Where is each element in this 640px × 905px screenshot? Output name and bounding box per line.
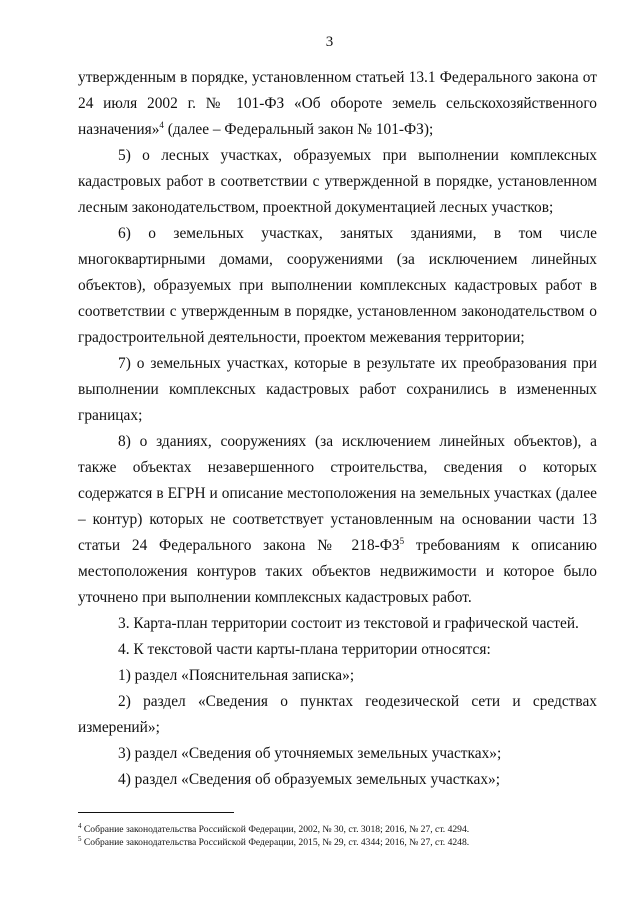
footnote-ref[interactable]: 5 — [399, 535, 405, 546]
paragraph-item-8 — [78, 429, 597, 611]
paragraph-text: требованиям к описанию местоположения контуров таких объектов недвижимости и которое было уточнено при выполнении комплексных кадастровых работ. — [78, 537, 597, 606]
paragraph-text: утвержденным в порядке, установленном статьей 13.1 Федерального закона от 24 июля 2002 г. № 101-ФЗ «Об обороте земель сельскохозяйственного назначения» — [78, 69, 597, 138]
footnote-5 — [78, 836, 598, 849]
list-item-section-3: 3) раздел «Сведения об уточняемых земельных участках»; — [118, 745, 502, 762]
footnote-mark: 4 — [78, 821, 82, 830]
footnote-mark: 5 — [78, 834, 82, 843]
paragraph-item-6: 6) о земельных участках, занятых зданиями, в том числе многоквартирными домами, сооружениями (за исключением линейных объектов), образуемых при выполнении комплексных кадастровых работ в соответствии с утвержденным в порядке, установленном законодательством о градостроительной деятельности, проектом межевания территории; — [78, 225, 597, 346]
paragraph-point-3: 3. Карта-план территории состоит из текстовой и графической частей. — [118, 615, 579, 632]
list-item-section-4: 4) раздел «Сведения об образуемых земельных участках»; — [118, 771, 501, 788]
footnote-text: Собрание законодательства Российской Федерации, 2002, № 30, ст. 3018; 2016, № 27, ст. 4294. — [81, 824, 470, 835]
paragraph-text: (далее – Федеральный закон № 101-ФЗ); — [163, 121, 434, 138]
page-number: 3 — [325, 34, 334, 50]
footnote-4 — [78, 823, 598, 836]
list-item-section-1: 1) раздел «Пояснительная записка»; — [118, 667, 355, 684]
paragraph-item-7: 7) о земельных участках, которые в результате их преобразования при выполнении комплексных кадастровых работ сохранились в измененных границах; — [78, 355, 597, 424]
footnotes — [78, 823, 598, 849]
paragraph-text: 8) о зданиях, сооружениях (за исключением линейных объектов), а также объектах незавершенного строительства, сведения о которых содержатся в ЕГРН и описание местоположения на земельных участках (далее – контур) которых не соответствует установленным на основании части 13 статьи 24 Федерального закона № 218-ФЗ — [78, 433, 597, 554]
footnote-ref[interactable]: 4 — [159, 119, 164, 130]
footnote-text: Собрание законодательства Российской Федерации, 2015, № 29, ст. 4344; 2016, № 27, ст. 4248. — [81, 837, 470, 848]
paragraph-item-5: 5) о лесных участках, образуемых при выполнении комплексных кадастровых работ в соответствии с утвержденной в порядке, установленном лесным законодательством, проектной документацией лесных участков; — [78, 147, 597, 216]
paragraph-point-4: 4. К текстовой части карты-плана территории относятся: — [118, 641, 491, 658]
paragraph-continuation — [78, 65, 597, 143]
list-item-section-2: 2) раздел «Сведения о пунктах геодезической сети и средствах измерений»; — [78, 693, 597, 736]
footnote-divider — [78, 812, 234, 813]
